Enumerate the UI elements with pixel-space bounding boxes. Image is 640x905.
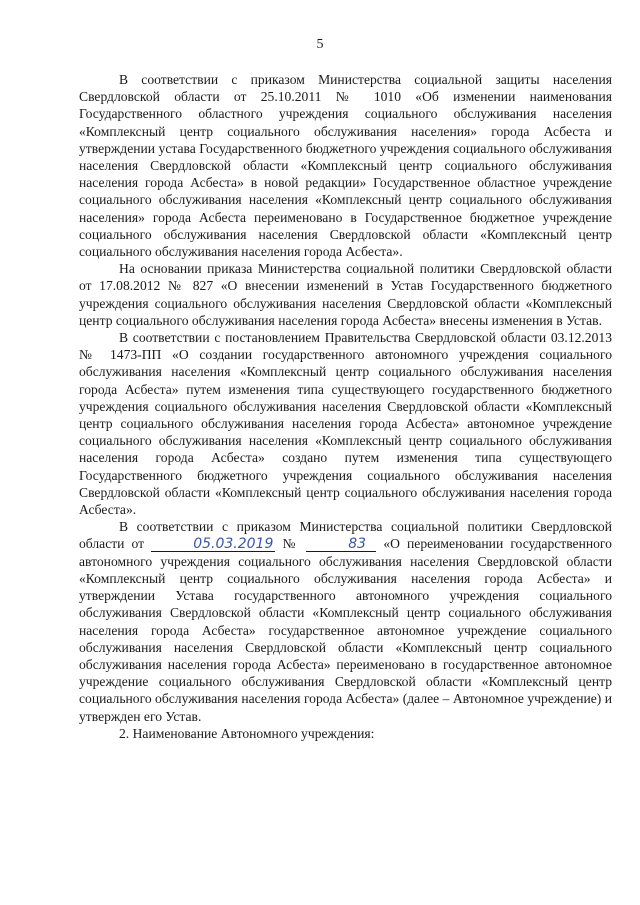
handwritten-order-number: 83 [306, 537, 376, 552]
document-body [79, 71, 612, 742]
section-heading: 2. Наименование Автономного учреждения: [119, 725, 375, 741]
paragraph-2: На основании приказа Министерства социальной политики Свердловской области от 17.08.2012 № 827 «О внесении изменений в Устав Государственного бюджетного учреждения социального обслуживания населения Свердловской области «Комплексный центр социального обслуживания населения города Асбеста» внесены изменения в Устав. [79, 261, 612, 328]
paragraph-4 [79, 518, 612, 724]
paragraph-1: В соответствии с приказом Министерства социальной защиты населения Свердловской области от 25.10.2011 № 1010 «Об изменении наименования Государственного областного учреждения социального обслуживания населения «Комплексный центр социального обслуживания населения» города Асбеста и утверждении устава Государственного бюджетного учреждения социального обслуживания населения Свердловской области «Комплексный центр социального обслуживания населения города Асбеста» в новой редакции» Государственное областное учреждение социального обслуживания населения «Комплексный центр социального обслуживания населения» города Асбеста переименовано в Государственное бюджетное учреждение социального обслуживания населения Свердловской области «Комплексный центр социального обслуживания населения города Асбеста». [79, 72, 612, 260]
paragraph-3: В соответствии с постановлением Правительства Свердловской области 03.12.2013 № 1473-ПП «О создании государственного автономного учреждения социального обслуживания населения «Комплексный центр социального обслуживания населения города Асбеста» путем изменения типа существующего государственного бюджетного учреждения социального обслуживания населения Свердловской области «Комплексный центр социального обслуживания населения города Асбеста» автономное учреждение социального обслуживания населения «Комплексный центр социального обслуживания населения города Асбеста» создано путем изменения типа существующего Государственного бюджетного учреждения социального обслуживания населения Свердловской области «Комплексный центр социального обслуживания населения города Асбеста». [79, 330, 612, 518]
number-sign: № [282, 536, 300, 552]
paragraph-4-lead: В соответствии с приказом Министерства социальной политики Свердловской области от [79, 519, 612, 552]
page-number: 5 [316, 37, 324, 52]
handwritten-date: 05.03.2019 [151, 537, 275, 552]
paragraph-4-rest: «О переименовании государственного автономного учреждения социального обслуживания населения Свердловской области «Комплексный центр социального обслуживания населения города Асбеста» и утверждении Устава государственного автономного учреждения социального обслуживания Свердловской области «Комплексный центр социального обслуживания населения города Асбеста» государственное автономное учреждение социального обслуживания населения Свердловской области «Комплексный центр социального обслуживания населения города Асбеста» переименовано в государственное автономное учреждение социального обслуживания Свердловской области «Комплексный центр социального обслуживания населения города Асбеста» (далее – Автономное учреждение) и утвержден его Устав. [79, 536, 612, 724]
